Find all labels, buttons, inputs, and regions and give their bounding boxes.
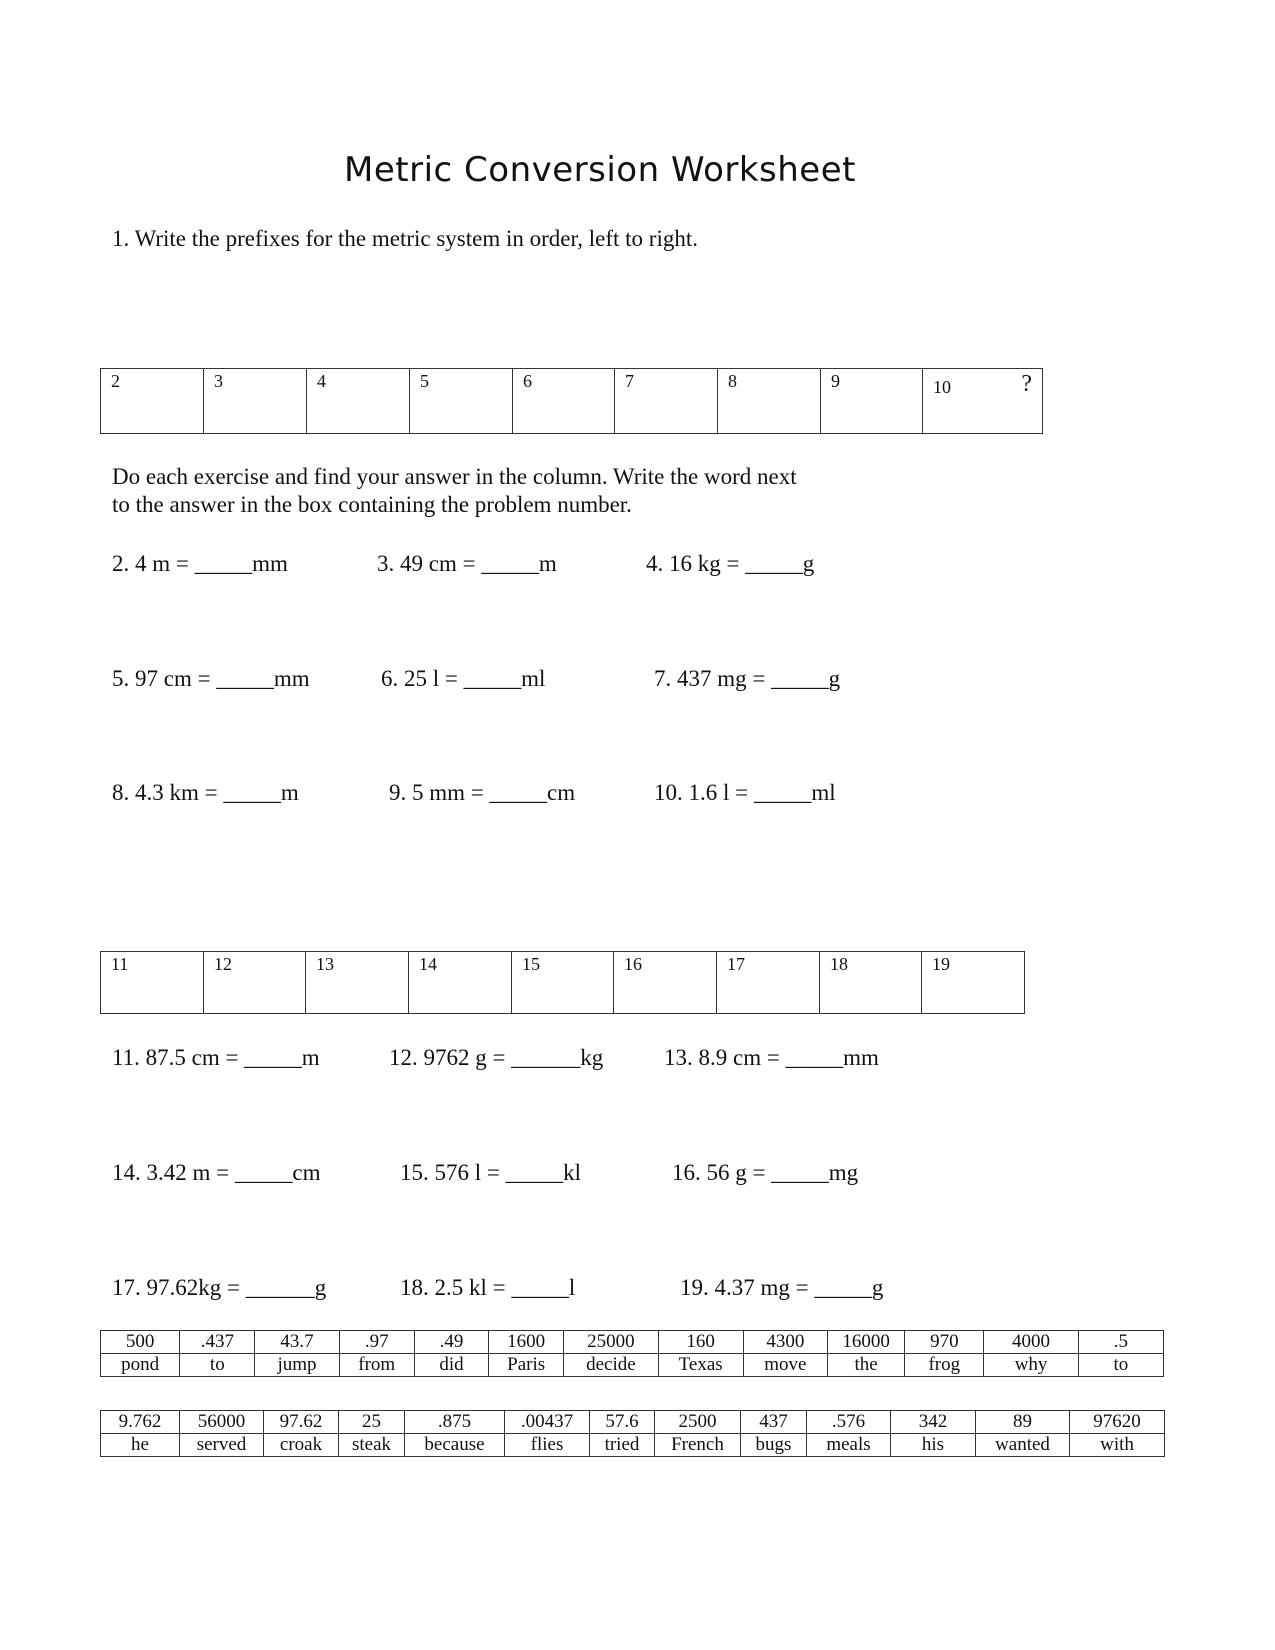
answer-box-number: 15 [522,954,540,974]
answer-value: 25000 [564,1331,658,1354]
answer-value: 89 [976,1411,1070,1434]
answer-word: from [339,1354,414,1377]
answer-box-number: 18 [830,954,848,974]
number-row [101,1331,1164,1354]
number-row [101,1411,1165,1434]
prefix-box-number: 5 [420,371,429,391]
answer-value: 43.7 [255,1331,339,1354]
prefix-box-number: 2 [111,371,120,391]
question-mark: ? [1021,371,1032,397]
answer-box-number: 14 [419,954,437,974]
answer-word: with [1070,1434,1165,1457]
answer-value: 2500 [655,1411,741,1434]
answer-value: 97620 [1070,1411,1165,1434]
answer-value: 970 [905,1331,984,1354]
answer-value: .5 [1078,1331,1163,1354]
answer-word: decide [564,1354,658,1377]
page-title: Metric Conversion Worksheet [344,150,856,190]
answer-box-number: 17 [727,954,745,974]
answer-box-16[interactable] [614,952,717,1014]
word-row [101,1354,1164,1377]
answer-word: he [101,1434,180,1457]
problem-6[interactable]: 6. 25 l = _____ml [381,666,546,691]
answer-box-number: 12 [214,954,232,974]
answer-value: 57.6 [590,1411,655,1434]
answer-word: meals [807,1434,891,1457]
problem-8[interactable]: 8. 4.3 km = _____m [112,780,299,805]
answer-value: 500 [101,1331,180,1354]
answer-value: 160 [658,1331,743,1354]
answer-value: .00437 [505,1411,590,1434]
answer-box-15[interactable] [512,952,614,1014]
answer-word: to [180,1354,255,1377]
problem-12[interactable]: 12. 9762 g = ______kg [389,1045,604,1070]
problem-15[interactable]: 15. 576 l = _____kl [400,1160,582,1185]
answer-box-row [100,951,1025,1014]
answer-word: croak [264,1434,339,1457]
answer-box-number: 11 [111,954,129,974]
prefix-box-number: 9 [831,371,840,391]
answer-value: 4300 [743,1331,827,1354]
answer-value: 25 [339,1411,405,1434]
problem-7[interactable]: 7. 437 mg = _____g [654,666,841,691]
prefix-box-5[interactable] [410,369,513,434]
prefix-box-6[interactable] [513,369,615,434]
word-table-2 [100,1410,1165,1457]
answer-word: Texas [658,1354,743,1377]
answer-value: 9.762 [101,1411,180,1434]
prefix-box-number: 6 [523,371,532,391]
answer-value: 56000 [180,1411,264,1434]
answer-word: why [984,1354,1078,1377]
answer-word: frog [905,1354,984,1377]
answer-value: .576 [807,1411,891,1434]
answer-word: his [891,1434,976,1457]
problem-19[interactable]: 19. 4.37 mg = _____g [680,1275,884,1300]
prefix-box-number: 7 [625,371,634,391]
word-row [101,1434,1165,1457]
problem-2[interactable]: 2. 4 m = _____mm [112,551,288,576]
prefix-box-number: 8 [728,371,737,391]
problem-14[interactable]: 14. 3.42 m = _____cm [112,1160,321,1185]
answer-box-13[interactable] [306,952,409,1014]
problem-17[interactable]: 17. 97.62kg = ______g [112,1275,327,1300]
prefix-box-3[interactable] [204,369,307,434]
answer-box-12[interactable] [204,952,306,1014]
problem-18[interactable]: 18. 2.5 kl = _____l [400,1275,576,1300]
answer-box-11[interactable] [101,952,204,1014]
answer-word: French [655,1434,741,1457]
prefix-box-2[interactable] [101,369,204,434]
answer-box-number: 16 [624,954,642,974]
prefix-box-number: 3 [214,371,223,391]
answer-word: Paris [489,1354,564,1377]
answer-word: jump [255,1354,339,1377]
answer-word: the [828,1354,905,1377]
prefix-box-4[interactable] [307,369,410,434]
answer-word: wanted [976,1434,1070,1457]
instructions-line-2: to the answer in the box containing the problem number. [112,492,632,517]
word-table-1 [100,1330,1164,1377]
prefix-box-9[interactable] [821,369,923,434]
answer-value: .97 [339,1331,414,1354]
prefix-box-row [100,368,1043,434]
problem-16[interactable]: 16. 56 g = _____mg [672,1160,859,1185]
instructions-line-1: Do each exercise and find your answer in the column. Write the word next [112,464,797,489]
problem-4[interactable]: 4. 16 kg = _____g [646,551,815,576]
prefix-box-7[interactable] [615,369,718,434]
problem-9[interactable]: 9. 5 mm = _____cm [389,780,576,805]
answer-value: 1600 [489,1331,564,1354]
answer-word: flies [505,1434,590,1457]
prefix-box-10[interactable] [923,369,1043,434]
problem-10[interactable]: 10. 1.6 l = _____ml [654,780,836,805]
answer-word: steak [339,1434,405,1457]
prefix-box-number: 4 [317,371,326,391]
answer-word: because [405,1434,505,1457]
question-1: 1. Write the prefixes for the metric system in order, left to right. [112,226,698,251]
answer-value: 4000 [984,1331,1078,1354]
problem-3[interactable]: 3. 49 cm = _____m [377,551,557,576]
answer-box-18[interactable] [820,952,922,1014]
answer-value: 437 [741,1411,807,1434]
answer-word: served [180,1434,264,1457]
answer-word: did [414,1354,488,1377]
answer-value: .437 [180,1331,255,1354]
answer-box-17[interactable] [717,952,820,1014]
prefix-box-8[interactable] [718,369,821,434]
answer-word: move [743,1354,827,1377]
answer-value: 342 [891,1411,976,1434]
answer-word: tried [590,1434,655,1457]
answer-box-19[interactable] [922,952,1025,1014]
answer-word: bugs [741,1434,807,1457]
answer-value: .875 [405,1411,505,1434]
answer-box-number: 19 [932,954,950,974]
answer-value: 97.62 [264,1411,339,1434]
problem-13[interactable]: 13. 8.9 cm = _____mm [664,1045,879,1070]
answer-value: 16000 [828,1331,905,1354]
problem-5[interactable]: 5. 97 cm = _____mm [112,666,310,691]
answer-word: to [1078,1354,1163,1377]
answer-box-14[interactable] [409,952,512,1014]
answer-value: .49 [414,1331,488,1354]
problem-11[interactable]: 11. 87.5 cm = _____m [112,1045,320,1070]
answer-word: pond [101,1354,180,1377]
answer-box-number: 13 [316,954,334,974]
prefix-box-number: 10 [933,377,951,397]
